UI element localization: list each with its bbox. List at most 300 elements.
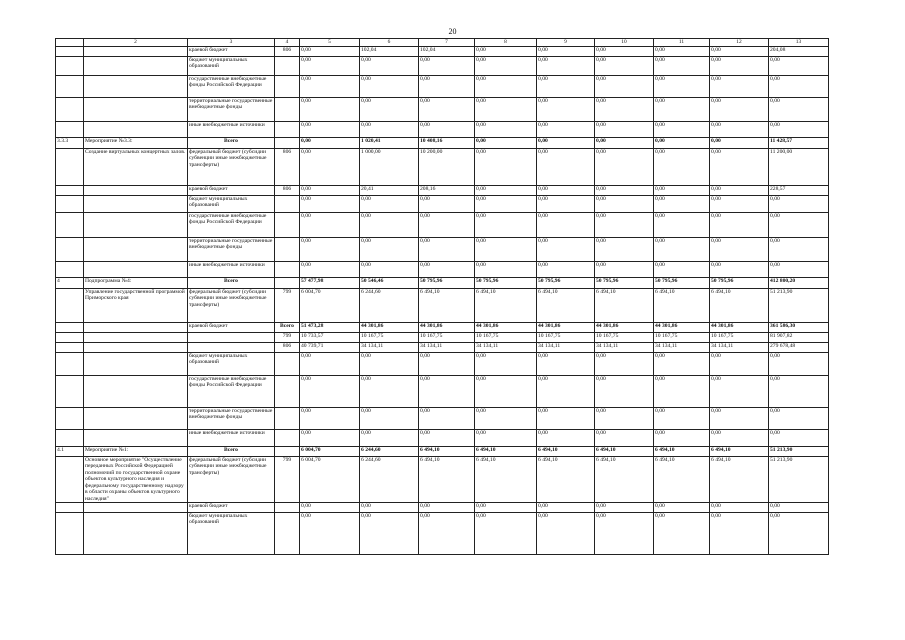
cell-col-5: 0,00 <box>300 213 360 238</box>
cell-col-3: Всего <box>188 447 275 457</box>
cell-col-12: 0,00 <box>710 262 769 278</box>
cell-col-8: 0,00 <box>475 98 537 122</box>
cell-col-2: Подпрограмма №4: <box>84 278 188 289</box>
header-cell: 6 <box>360 39 419 47</box>
table-row <box>56 278 829 289</box>
cell-col-9: 0,00 <box>537 47 595 57</box>
cell-col-4: 806 <box>275 343 300 353</box>
cell-col-4 <box>275 213 300 238</box>
cell-col-3: краевой бюджет <box>188 323 275 333</box>
cell-col-6: 6 244,60 <box>360 457 419 503</box>
cell-col-8: 0,00 <box>475 76 537 98</box>
cell-col-6: 20,41 <box>360 186 419 196</box>
cell-col-7: 34 134,11 <box>419 343 475 353</box>
cell-col-11: 6 494,10 <box>654 457 710 503</box>
cell-col-1: 4.1 <box>56 447 84 457</box>
cell-col-2 <box>84 376 188 408</box>
cell-col-9: 0,00 <box>537 430 595 447</box>
table-row <box>56 149 829 186</box>
cell-col-5: 6 004,70 <box>300 289 360 323</box>
cell-col-13: 51 213,90 <box>769 447 829 457</box>
cell-col-11: 0,00 <box>654 196 710 213</box>
cell-col-11: 0,00 <box>654 149 710 186</box>
cell-col-13: 11 200,00 <box>769 149 829 186</box>
cell-col-1 <box>56 149 84 186</box>
table-header-row <box>56 39 829 47</box>
cell-col-2 <box>84 333 188 343</box>
cell-col-10: 0,00 <box>595 76 654 98</box>
cell-col-5: 0,00 <box>300 238 360 262</box>
cell-col-12: 10 167,75 <box>710 333 769 343</box>
cell-col-2 <box>84 323 188 333</box>
cell-col-10: 0,00 <box>595 98 654 122</box>
cell-col-8: 0,00 <box>475 353 537 376</box>
cell-col-2 <box>84 512 188 554</box>
cell-col-12: 0,00 <box>710 353 769 376</box>
cell-col-8: 0,00 <box>475 47 537 57</box>
cell-col-8: 0,00 <box>475 57 537 76</box>
header-cell: 9 <box>537 39 595 47</box>
cell-col-7: 10 167,75 <box>419 333 475 343</box>
header-cell: 8 <box>475 39 537 47</box>
cell-col-12: 50 795,96 <box>710 278 769 289</box>
cell-col-4 <box>275 122 300 138</box>
cell-col-11: 10 167,75 <box>654 333 710 343</box>
cell-col-10: 0,00 <box>595 213 654 238</box>
cell-col-13: 0,00 <box>769 76 829 98</box>
cell-col-2 <box>84 343 188 353</box>
cell-col-3: федеральный бюджет (субсидии субвенции иные межбюджетные трансферты) <box>188 289 275 323</box>
cell-col-9: 6 494,10 <box>537 457 595 503</box>
table-body <box>56 39 829 555</box>
table-row <box>56 262 829 278</box>
cell-col-1 <box>56 186 84 196</box>
cell-col-8: 50 795,96 <box>475 278 537 289</box>
cell-col-13: 11 428,57 <box>769 138 829 149</box>
cell-col-9: 0,00 <box>537 76 595 98</box>
cell-col-7: 10 408,16 <box>419 138 475 149</box>
cell-col-2 <box>84 57 188 76</box>
header-cell: 7 <box>419 39 475 47</box>
cell-col-1 <box>56 502 84 512</box>
cell-col-3: бюджет муниципальных образований <box>188 512 275 554</box>
cell-col-9: 0,00 <box>537 138 595 149</box>
cell-col-11: 0,00 <box>654 430 710 447</box>
cell-col-11: 0,00 <box>654 122 710 138</box>
cell-col-3: иные внебюджетные источники <box>188 262 275 278</box>
cell-col-10: 0,00 <box>595 122 654 138</box>
cell-col-11: 6 494,10 <box>654 447 710 457</box>
cell-col-6: 6 244,60 <box>360 447 419 457</box>
cell-col-4: Всего <box>275 323 300 333</box>
cell-col-10: 0,00 <box>595 353 654 376</box>
header-cell: 3 <box>188 39 275 47</box>
cell-col-9: 0,00 <box>537 262 595 278</box>
cell-col-3: федеральный бюджет (субсидии субвенции иные межбюджетные трансферты) <box>188 457 275 503</box>
cell-col-12: 0,00 <box>710 138 769 149</box>
cell-col-6: 0,00 <box>360 238 419 262</box>
cell-col-4: 806 <box>275 186 300 196</box>
cell-col-1 <box>56 430 84 447</box>
cell-col-13: 204,08 <box>769 47 829 57</box>
cell-col-12: 0,00 <box>710 122 769 138</box>
cell-col-11: 0,00 <box>654 213 710 238</box>
cell-col-10: 0,00 <box>595 502 654 512</box>
cell-col-1 <box>56 57 84 76</box>
cell-col-8: 0,00 <box>475 196 537 213</box>
cell-col-13: 0,00 <box>769 213 829 238</box>
cell-col-2 <box>84 502 188 512</box>
cell-col-13: 0,00 <box>769 98 829 122</box>
cell-col-4 <box>275 262 300 278</box>
cell-col-8: 10 167,75 <box>475 333 537 343</box>
cell-col-13: 0,00 <box>769 262 829 278</box>
cell-col-6: 6 244,60 <box>360 289 419 323</box>
cell-col-13: 0,00 <box>769 502 829 512</box>
cell-col-10: 0,00 <box>595 47 654 57</box>
cell-col-4 <box>275 408 300 430</box>
cell-col-6: 0,00 <box>360 196 419 213</box>
cell-col-6: 0,00 <box>360 376 419 408</box>
cell-col-12: 0,00 <box>710 149 769 186</box>
cell-col-11: 44 301,86 <box>654 323 710 333</box>
cell-col-5: 51 473,28 <box>300 323 360 333</box>
cell-col-10: 44 301,86 <box>595 323 654 333</box>
cell-col-5: 6 004,70 <box>300 457 360 503</box>
cell-col-1 <box>56 238 84 262</box>
cell-col-13: 81 907,82 <box>769 333 829 343</box>
cell-col-7: 0,00 <box>419 196 475 213</box>
cell-col-4 <box>275 196 300 213</box>
cell-col-10: 0,00 <box>595 376 654 408</box>
cell-col-8: 0,00 <box>475 238 537 262</box>
table-row <box>56 57 829 76</box>
cell-col-6: 50 546,46 <box>360 278 419 289</box>
cell-col-13: 0,00 <box>769 238 829 262</box>
cell-col-1 <box>56 196 84 213</box>
cell-col-12: 0,00 <box>710 186 769 196</box>
cell-col-8: 0,00 <box>475 502 537 512</box>
cell-col-2: Создание виртуальных концертных залов. <box>84 149 188 186</box>
cell-col-1: 3.3.3 <box>56 138 84 149</box>
table-row <box>56 333 829 343</box>
cell-col-4: 799 <box>275 457 300 503</box>
cell-col-1 <box>56 262 84 278</box>
cell-col-10: 0,00 <box>595 430 654 447</box>
cell-col-7: 0,00 <box>419 122 475 138</box>
cell-col-9: 0,00 <box>537 98 595 122</box>
cell-col-13: 51 213,90 <box>769 289 829 323</box>
cell-col-11: 0,00 <box>654 98 710 122</box>
cell-col-8: 6 494,10 <box>475 289 537 323</box>
cell-col-9: 34 134,11 <box>537 343 595 353</box>
cell-col-11: 0,00 <box>654 353 710 376</box>
cell-col-13: 0,00 <box>769 512 829 554</box>
header-cell <box>56 39 84 47</box>
cell-col-4 <box>275 98 300 122</box>
cell-col-3: территориальные государственные внебюджетные фонды <box>188 98 275 122</box>
cell-col-9: 0,00 <box>537 213 595 238</box>
cell-col-2 <box>84 408 188 430</box>
cell-col-5: 0,00 <box>300 186 360 196</box>
cell-col-7: 0,00 <box>419 512 475 554</box>
table-row <box>56 196 829 213</box>
cell-col-1 <box>56 47 84 57</box>
cell-col-10: 0,00 <box>595 186 654 196</box>
cell-col-8: 0,00 <box>475 430 537 447</box>
cell-col-12: 0,00 <box>710 76 769 98</box>
cell-col-1 <box>56 353 84 376</box>
cell-col-1: 4 <box>56 278 84 289</box>
cell-col-7: 0,00 <box>419 98 475 122</box>
cell-col-9: 0,00 <box>537 502 595 512</box>
cell-col-5: 57 477,98 <box>300 278 360 289</box>
cell-col-12: 0,00 <box>710 213 769 238</box>
cell-col-13: 0,00 <box>769 57 829 76</box>
cell-col-11: 0,00 <box>654 238 710 262</box>
cell-col-8: 0,00 <box>475 512 537 554</box>
cell-col-4 <box>275 353 300 376</box>
cell-col-5: 0,00 <box>300 122 360 138</box>
cell-col-11: 0,00 <box>654 47 710 57</box>
table-row <box>56 138 829 149</box>
cell-col-5: 0,00 <box>300 430 360 447</box>
cell-col-7: 6 494,10 <box>419 457 475 503</box>
cell-col-2 <box>84 430 188 447</box>
cell-col-4 <box>275 502 300 512</box>
cell-col-2: Основное мероприятие "Осуществление переданных Российской Федерацией полномочий по государственной охране объектов культурного наследия и федеральному государственному надзору в области охраны объектов культурного наследия" <box>84 457 188 503</box>
cell-col-3: бюджет муниципальных образований <box>188 57 275 76</box>
cell-col-10: 10 167,75 <box>595 333 654 343</box>
cell-col-7: 0,00 <box>419 76 475 98</box>
table-row <box>56 323 829 333</box>
cell-col-4 <box>275 447 300 457</box>
table-row <box>56 238 829 262</box>
header-cell: 11 <box>654 39 710 47</box>
cell-col-9: 0,00 <box>537 238 595 262</box>
cell-col-8: 6 494,10 <box>475 457 537 503</box>
cell-col-1 <box>56 408 84 430</box>
cell-col-13: 361 586,30 <box>769 323 829 333</box>
cell-col-2: Управление государственной программой Приморского края <box>84 289 188 323</box>
cell-col-2 <box>84 186 188 196</box>
cell-col-3: государственные внебюджетные фонды Российской Федерации <box>188 76 275 98</box>
cell-col-7: 102,04 <box>419 47 475 57</box>
cell-col-13: 0,00 <box>769 430 829 447</box>
cell-col-6: 1 020,41 <box>360 138 419 149</box>
cell-col-4 <box>275 278 300 289</box>
cell-col-6: 0,00 <box>360 76 419 98</box>
cell-col-4: 806 <box>275 149 300 186</box>
table-row <box>56 76 829 98</box>
cell-col-12: 0,00 <box>710 98 769 122</box>
cell-col-12: 6 494,10 <box>710 447 769 457</box>
cell-col-12: 6 494,10 <box>710 457 769 503</box>
cell-col-2: Мероприятие №3.3: <box>84 138 188 149</box>
cell-col-7: 0,00 <box>419 502 475 512</box>
cell-col-13: 412 800,20 <box>769 278 829 289</box>
cell-col-9: 0,00 <box>537 353 595 376</box>
cell-col-7: 0,00 <box>419 238 475 262</box>
cell-col-6: 0,00 <box>360 430 419 447</box>
cell-col-1 <box>56 512 84 554</box>
header-cell: 13 <box>769 39 829 47</box>
cell-col-7: 0,00 <box>419 408 475 430</box>
cell-col-1 <box>56 213 84 238</box>
cell-col-9: 0,00 <box>537 186 595 196</box>
cell-col-2 <box>84 47 188 57</box>
cell-col-13: 228,57 <box>769 186 829 196</box>
cell-col-5: 0,00 <box>300 376 360 408</box>
cell-col-11: 0,00 <box>654 502 710 512</box>
cell-col-12: 0,00 <box>710 376 769 408</box>
cell-col-6: 0,00 <box>360 502 419 512</box>
header-cell: 12 <box>710 39 769 47</box>
cell-col-7: 0,00 <box>419 353 475 376</box>
cell-col-5: 0,00 <box>300 408 360 430</box>
table-row <box>56 408 829 430</box>
table-row <box>56 512 829 554</box>
cell-col-10: 0,00 <box>595 262 654 278</box>
cell-col-8: 0,00 <box>475 213 537 238</box>
table-row <box>56 457 829 503</box>
cell-col-8: 44 301,86 <box>475 323 537 333</box>
table-row <box>56 353 829 376</box>
cell-col-10: 0,00 <box>595 196 654 213</box>
cell-col-12: 0,00 <box>710 430 769 447</box>
cell-col-11: 0,00 <box>654 186 710 196</box>
cell-col-7: 0,00 <box>419 430 475 447</box>
cell-col-11: 6 494,10 <box>654 289 710 323</box>
cell-col-4 <box>275 512 300 554</box>
cell-col-6: 0,00 <box>360 57 419 76</box>
cell-col-2 <box>84 238 188 262</box>
cell-col-4 <box>275 76 300 98</box>
cell-col-8: 0,00 <box>475 376 537 408</box>
cell-col-2 <box>84 353 188 376</box>
cell-col-7: 0,00 <box>419 262 475 278</box>
cell-col-6: 0,00 <box>360 213 419 238</box>
cell-col-13: 0,00 <box>769 196 829 213</box>
cell-col-5: 0,00 <box>300 57 360 76</box>
cell-col-6: 0,00 <box>360 512 419 554</box>
cell-col-11: 0,00 <box>654 376 710 408</box>
cell-col-13: 0,00 <box>769 353 829 376</box>
cell-col-10: 0,00 <box>595 238 654 262</box>
cell-col-6: 0,00 <box>360 98 419 122</box>
cell-col-10: 6 494,10 <box>595 447 654 457</box>
header-cell: 4 <box>275 39 300 47</box>
table-row <box>56 213 829 238</box>
cell-col-13: 279 678,48 <box>769 343 829 353</box>
cell-col-4 <box>275 376 300 408</box>
cell-col-3: иные внебюджетные источники <box>188 122 275 138</box>
cell-col-10: 0,00 <box>595 408 654 430</box>
cell-col-8: 0,00 <box>475 186 537 196</box>
cell-col-6: 10 167,75 <box>360 333 419 343</box>
header-cell: 2 <box>84 39 188 47</box>
cell-col-5: 0,00 <box>300 47 360 57</box>
cell-col-11: 0,00 <box>654 138 710 149</box>
cell-col-7: 0,00 <box>419 213 475 238</box>
cell-col-12: 0,00 <box>710 512 769 554</box>
cell-col-9: 44 301,86 <box>537 323 595 333</box>
cell-col-7: 0,00 <box>419 57 475 76</box>
cell-col-5: 0,00 <box>300 98 360 122</box>
cell-col-3 <box>188 343 275 353</box>
cell-col-10: 0,00 <box>595 138 654 149</box>
cell-col-3 <box>188 333 275 343</box>
cell-col-5: 0,00 <box>300 149 360 186</box>
cell-col-8: 34 134,11 <box>475 343 537 353</box>
cell-col-12: 0,00 <box>710 238 769 262</box>
cell-col-9: 10 167,75 <box>537 333 595 343</box>
header-cell: 10 <box>595 39 654 47</box>
cell-col-3: бюджет муниципальных образований <box>188 353 275 376</box>
cell-col-3: федеральный бюджет (субсидии субвенции иные межбюджетные трансферты) <box>188 149 275 186</box>
cell-col-2 <box>84 262 188 278</box>
cell-col-6: 102,04 <box>360 47 419 57</box>
cell-col-13: 0,00 <box>769 122 829 138</box>
cell-col-11: 50 795,96 <box>654 278 710 289</box>
cell-col-1 <box>56 76 84 98</box>
cell-col-5: 0,00 <box>300 502 360 512</box>
cell-col-9: 0,00 <box>537 57 595 76</box>
cell-col-11: 0,00 <box>654 57 710 76</box>
cell-col-3: государственные внебюджетные фонды Российской Федерации <box>188 213 275 238</box>
cell-col-2 <box>84 122 188 138</box>
cell-col-7: 6 494,10 <box>419 289 475 323</box>
cell-col-8: 0,00 <box>475 138 537 149</box>
cell-col-10: 0,00 <box>595 57 654 76</box>
cell-col-11: 0,00 <box>654 512 710 554</box>
cell-col-8: 0,00 <box>475 408 537 430</box>
cell-col-5: 40 739,71 <box>300 343 360 353</box>
cell-col-1 <box>56 289 84 323</box>
cell-col-6: 0,00 <box>360 353 419 376</box>
table-row <box>56 47 829 57</box>
cell-col-9: 0,00 <box>537 149 595 186</box>
cell-col-12: 0,00 <box>710 502 769 512</box>
cell-col-13: 51 213,90 <box>769 457 829 503</box>
cell-col-9: 0,00 <box>537 122 595 138</box>
cell-col-3: краевой бюджет <box>188 47 275 57</box>
header-cell: 5 <box>300 39 360 47</box>
cell-col-10: 50 795,96 <box>595 278 654 289</box>
cell-col-10: 0,00 <box>595 149 654 186</box>
cell-col-1 <box>56 333 84 343</box>
cell-col-11: 0,00 <box>654 76 710 98</box>
cell-col-5: 6 004,70 <box>300 447 360 457</box>
cell-col-6: 0,00 <box>360 408 419 430</box>
cell-col-10: 6 494,10 <box>595 457 654 503</box>
table-row <box>56 289 829 323</box>
cell-col-9: 0,00 <box>537 512 595 554</box>
table-row <box>56 343 829 353</box>
cell-col-4 <box>275 57 300 76</box>
cell-col-3: иные внебюджетные источники <box>188 430 275 447</box>
cell-col-3: бюджет муниципальных образований <box>188 196 275 213</box>
cell-col-6: 0,00 <box>360 262 419 278</box>
table-row <box>56 430 829 447</box>
cell-col-1 <box>56 457 84 503</box>
cell-col-6: 1 000,00 <box>360 149 419 186</box>
cell-col-3: Всего <box>188 138 275 149</box>
table-row <box>56 376 829 408</box>
cell-col-11: 34 134,11 <box>654 343 710 353</box>
cell-col-7: 50 795,96 <box>419 278 475 289</box>
cell-col-4: 799 <box>275 333 300 343</box>
